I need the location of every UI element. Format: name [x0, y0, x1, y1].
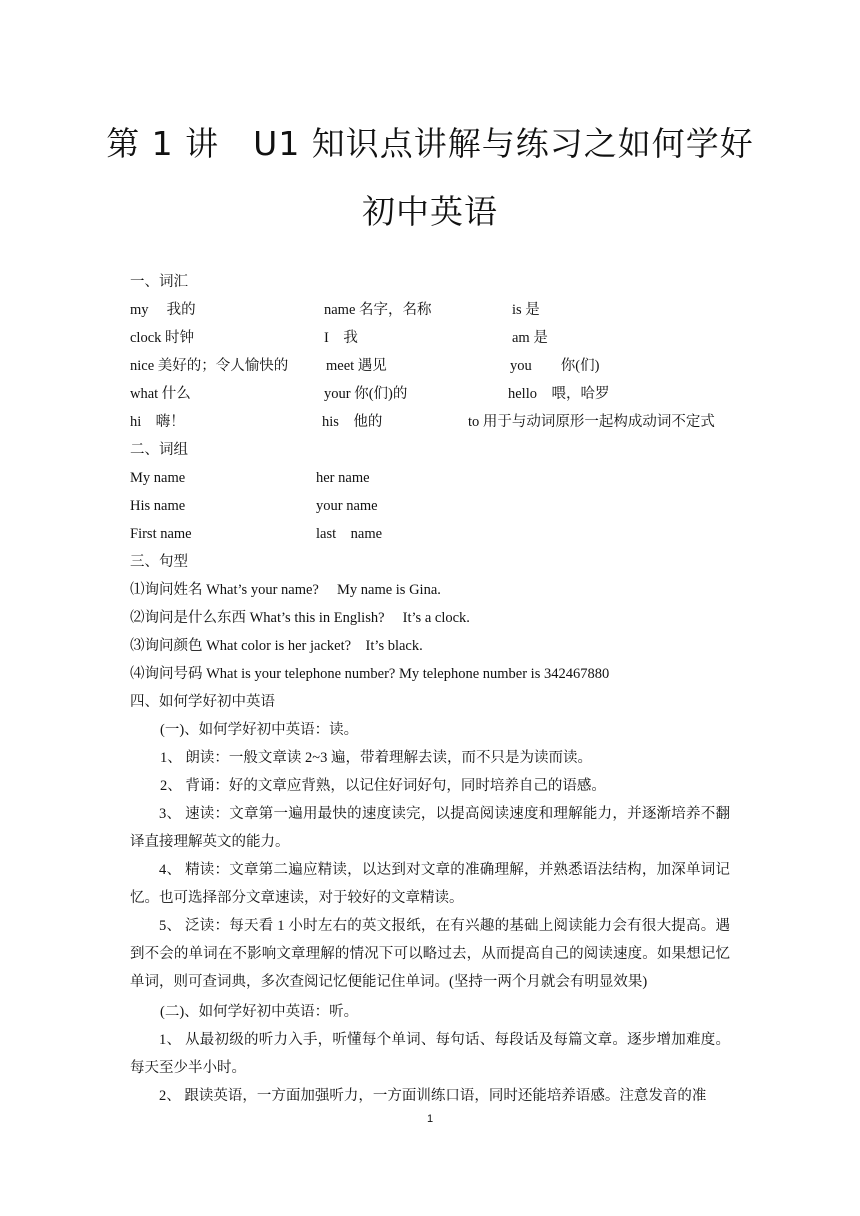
- vocab-cell: clock 时钟: [130, 330, 195, 346]
- section-heading-vocab: 一、词汇: [130, 274, 188, 290]
- sentence-pattern: ⑴询问姓名 What’s your name? My name is Gina.: [130, 582, 441, 598]
- vocab-cell: you 你(们): [510, 358, 600, 374]
- section-heading-phrases: 二、词组: [130, 442, 188, 458]
- listen-item: 1、 从最初级的听力入手，听懂每个单词、每句话、每段话及每篇文章。逐步增加难度。每天至少半小时。: [130, 1032, 730, 1077]
- vocab-cell: hi 嗨！: [130, 414, 185, 430]
- vocab-cell: hello 喂，哈罗: [508, 386, 610, 402]
- sentence-pattern: ⑷询问号码 What is your telephone number? My telephone number is 342467880: [130, 666, 610, 682]
- vocab-cell: I 我: [324, 330, 358, 346]
- document-title-line2: 初中英语: [362, 192, 498, 231]
- read-item: 1、 朗读：一般文章读 2~3 遍，带着理解去读，而不只是为读而读。: [160, 750, 592, 766]
- read-item: 2、 背诵：好的文章应背熟，以记住好词好句，同时培养自己的语感。: [160, 778, 606, 794]
- phrase-cell: My name: [130, 470, 186, 486]
- phrase-cell: last name: [316, 526, 383, 542]
- vocab-cell: his 他的: [322, 414, 383, 430]
- read-item: 3、 速读：文章第一遍用最快的速度读完，以提高阅读速度和理解能力，并逐渐培养不翻译直接理解英文的能力。: [130, 806, 730, 851]
- section-heading-howto: 四、如何学好初中英语: [130, 694, 275, 710]
- vocab-cell: what 什么: [130, 386, 191, 402]
- section-heading-sentences: 三、句型: [130, 554, 188, 570]
- document-title-line1: 第 1 讲 U1 知识点讲解与练习之如何学好: [106, 124, 754, 163]
- vocab-cell: am 是: [512, 330, 548, 346]
- vocab-cell: to 用于与动词原形一起构成动词不定式: [468, 414, 715, 430]
- vocab-cell: your 你(们)的: [324, 386, 408, 402]
- vocab-cell: my 我的: [130, 302, 196, 318]
- page-number: 1: [426, 1113, 434, 1125]
- read-item: 5、 泛读：每天看 1 小时左右的英文报纸，在有兴趣的基础上阅读能力会有很大提高。遇到不会的单词在不影响文章理解的情况下可以略过去，从而提高自己的阅读速度。如果想记忆单词，则可查词典，多次查阅记忆便能记住单词。(坚持一两个月就会有明显效果): [130, 918, 730, 991]
- sentence-pattern: ⑵询问是什么东西 What’s this in English? It’s a clock.: [130, 610, 470, 626]
- read-item: 4、 精读：文章第二遍应精读，以达到对文章的准确理解，并熟悉语法结构，加深单词记忆。也可选择部分文章速读，对于较好的文章精读。: [130, 862, 730, 907]
- vocab-cell: is 是: [512, 302, 540, 318]
- vocab-cell: name 名字，名称: [324, 302, 432, 318]
- vocab-cell: meet 遇见: [326, 358, 387, 374]
- phrase-cell: First name: [130, 526, 192, 542]
- phrase-cell: your name: [316, 498, 378, 514]
- phrase-cell: her name: [316, 470, 370, 486]
- phrase-cell: His name: [130, 498, 186, 514]
- subsection-heading-listen: (二)、如何学好初中英语：听。: [160, 1004, 359, 1020]
- listen-item: 2、 跟读英语，一方面加强听力，一方面训练口语，同时还能培养语感。注意发音的准: [159, 1088, 707, 1104]
- subsection-heading-read: (一)、如何学好初中英语：读。: [160, 722, 359, 738]
- sentence-pattern: ⑶询问颜色 What color is her jacket? It’s black.: [130, 638, 423, 654]
- vocab-cell: nice 美好的；令人愉快的: [130, 358, 289, 374]
